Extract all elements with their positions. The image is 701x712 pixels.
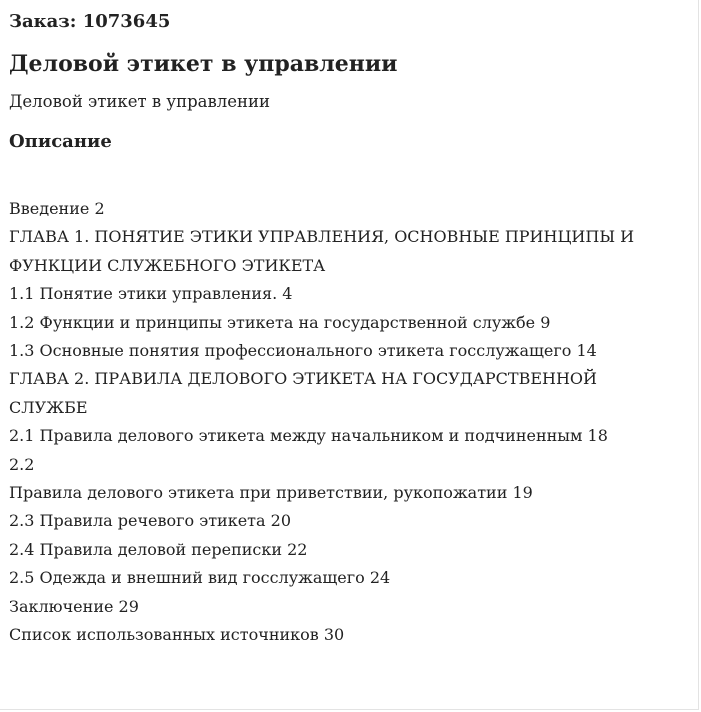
toc-item-2-2-number: 2.2 bbox=[9, 454, 35, 474]
toc-item-1-1: 1.1 Понятие этики управления. 4 bbox=[9, 284, 293, 304]
toc-item-introduction: Введение 2 bbox=[9, 199, 105, 218]
toc-item-2-4: 2.4 Правила деловой переписки 22 bbox=[9, 539, 308, 559]
table-of-contents bbox=[9, 195, 694, 650]
toc-item-chapter-1: ГЛАВА 1. ПОНЯТИЕ ЭТИКИ УПРАВЛЕНИЯ, ОСНОВНЫЕ ПРИНЦИПЫ И ФУНКЦИИ СЛУЖЕБНОГО ЭТИКЕТА bbox=[9, 227, 635, 275]
work-title: Деловой этикет в управлении bbox=[9, 51, 398, 77]
toc-item-2-3: 2.3 Правила речевого этикета 20 bbox=[9, 511, 292, 531]
work-subtitle: Деловой этикет в управлении bbox=[9, 92, 271, 111]
toc-item-2-2-title: Правила делового этикета при приветствии, рукопожатии 19 bbox=[9, 483, 533, 503]
toc-item-1-3: 1.3 Основные понятия профессионального этикета госслужащего 14 bbox=[9, 341, 597, 361]
order-card bbox=[9, 10, 694, 645]
order-number: Заказ: 1073645 bbox=[9, 11, 171, 32]
toc-item-conclusion: Заключение 29 bbox=[9, 596, 139, 616]
toc-item-1-2: 1.2 Функции и принципы этикета на государственной службе 9 bbox=[9, 312, 551, 332]
description-heading: Описание bbox=[9, 131, 112, 152]
toc-item-chapter-2: ГЛАВА 2. ПРАВИЛА ДЕЛОВОГО ЭТИКЕТА НА ГОСУДАРСТВЕННОЙ СЛУЖБЕ bbox=[9, 369, 597, 417]
toc-item-2-1: 2.1 Правила делового этикета между начальником и подчиненным 18 bbox=[9, 426, 608, 446]
toc-item-2-5: 2.5 Одежда и внешний вид госслужащего 24 bbox=[9, 568, 391, 588]
toc-item-references: Список использованных источников 30 bbox=[9, 625, 345, 645]
